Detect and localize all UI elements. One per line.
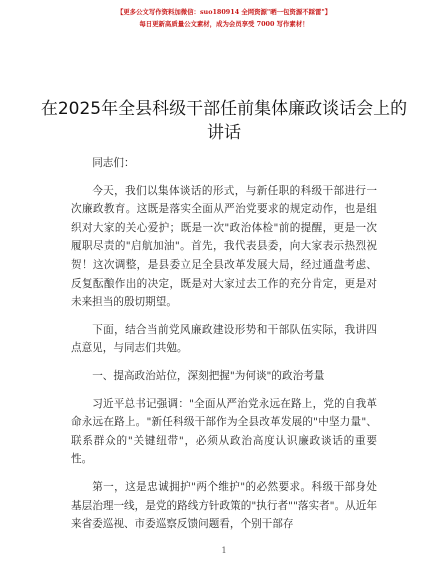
paragraph: 第一，这是忠诚拥护"两个维护"的必然要求。科级干部身处基层治理一线，是党的路线方针政策的"执行者""落实者"。从近年来省委巡视、市委巡察反馈问题看，个别干部存 (71, 480, 377, 531)
promo-banner (0, 6, 448, 30)
page-number: 1 (221, 546, 227, 555)
document-title: 在2025年全县科级干部任前集体廉政谈话会上的讲话 (40, 99, 408, 144)
greeting: 同志们： (92, 157, 135, 169)
paragraph: 下面，结合当前党风廉政建设形势和干部队伍实际，我讲四点意见，与同志们共勉。 (71, 323, 377, 355)
paragraph: 今天，我们以集体谈话的形式，与新任职的科级干部进行一次廉政教育。这既是落实全面从严治党要求的规定动作，也是组织对大家的关心爱护；既是一次"政治体检"前的提醒，更是一次履职尽责的"启航加油"。首先，我代表县委，向大家表示热烈祝贺！这次调整，是县委立足全县改革发展大局，经过通盘考虑、反复酝酿作出的决定，既是对大家过去工作的充分肯定，更是对未来担当的殷切期望。 (71, 184, 377, 309)
promo-banner-line2: 每日更新高质量公文素材，成为会员享受 7000 写作素材！ (139, 20, 309, 28)
paragraph: 习近平总书记强调："全面从严治党永远在路上，党的自我革命永远在路上。"新任科级干部作为全县改革发展的"中坚力量"、联系群众的"关键纽带"，必须从政治高度认识廉政谈话的重要性。 (71, 397, 377, 466)
promo-banner-line1: 【更多公文写作资料加微信：suo180914 全网资源"晒一包资源不踩雷"】 (116, 8, 332, 16)
document-body (71, 154, 377, 543)
section-heading: 一、提高政治站位，深刻把握"为何谈"的政治考量 (92, 369, 325, 382)
